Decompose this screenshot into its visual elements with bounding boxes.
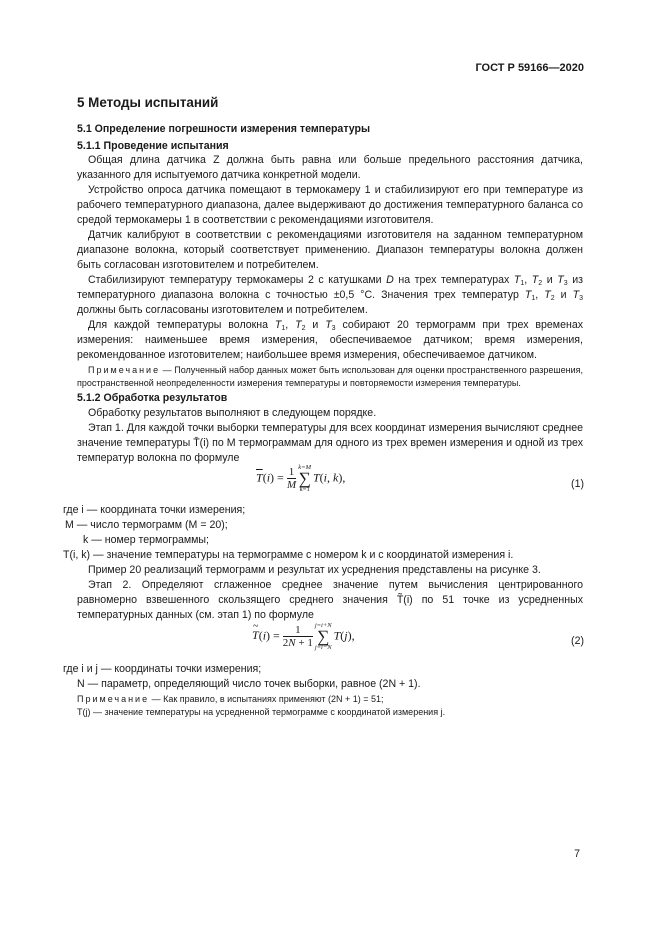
formula-1-number: (1) <box>571 478 584 490</box>
where-2-n: N — параметр, определяющий число точек выборки, равное (2N + 1). <box>77 678 421 690</box>
document-id-header: ГОСТ Р 59166—2020 <box>475 62 584 74</box>
paragraph-stage-1: Этап 1. Для каждой точки выборки температуры для всех координат измерения вычисляют среднее значение температуры T̄(i) по M термограммам для одного из трех времен измерения и одной из трех температур волокна по формуле <box>77 422 583 465</box>
where-1-i: где i — координата точки измерения; <box>63 504 246 516</box>
note-5-1-2-line-2: T(j) — значение температуры на усредненной термограмме с координатой измерения j. <box>77 707 446 717</box>
paragraph-processing-order: Обработку результатов выполняют в следующем порядке. <box>88 407 377 419</box>
page-number: 7 <box>574 848 580 860</box>
paragraph-stabilize-chamber: Стабилизируют температуру термокамеры 2 с катушками D на трех температурах $T_1$, $T_2$ и $T_3$ из температурного диапазона волокна с точностью ±0,5 °C. Значения трех температур $T_1$, $T_2$ и $T_3$ должны быть согласованы изготовителем и потребителем. <box>77 274 584 317</box>
section-title: 5 Методы испытаний <box>77 95 219 110</box>
where-2-ij: где i и j — координаты точки измерения; <box>63 663 262 675</box>
paragraph-interrogator-placement: Устройство опроса датчика помещают в термокамеру 1 и стабилизируют его при температуре из рабочего температурного диапазона, далее выдерживают до достижения температурного баланса со средой термокамеры 1 в соответствии с рекомендациями изготовителя. <box>77 184 583 227</box>
formula-2: ~ T(i) = $\frac{1}{2N + 1}$ j=i+N ∑ j=i−N T(j), <box>252 622 355 651</box>
subsubsection-title-5-1-1: 5.1.1 Проведение испытания <box>77 140 229 152</box>
subsubsection-title-5-1-2: 5.1.2 Обработка результатов <box>77 392 228 404</box>
note-5-1-1: Примечание — Полученный набор данных может быть использован для оценки пространственного разрешения, пространственной неопределенности измерения температуры и повторяемости измерения температуры. <box>77 365 583 388</box>
where-1-t: T(i, k) — значение температуры на термограмме с номером k и с координатой измерения i. <box>63 549 514 561</box>
paragraph-stage-2: Этап 2. Определяют сглаженное среднее значение путем вычисления центрированного равномерно взвешенного скользящего среднего значения T̃(i) по 51 точке из усредненных температурных данных (см. этап 1) по формуле <box>77 579 583 622</box>
where-1-m: M — число термограмм (M = 20); <box>65 519 228 531</box>
note-5-1-2: Примечание — Как правило, в испытаниях применяют (2N + 1) = 51; <box>77 694 384 704</box>
where-1-k: k — номер термограммы; <box>83 534 209 546</box>
paragraph-calibration: Датчик калибруют в соответствии с рекомендациями изготовителя на заданном температурном диапазоне волокна, который соответствует применению. Диапазон температуры волокна должен быть согласован изготовителем и потребителем. <box>77 229 583 272</box>
paragraph-thermograms: Для каждой температуры волокна $T_1$, $T_2$ и $T_3$ собирают 20 термограмм при трех временах измерения: наименьшее время измерения, обеспечиваемое датчиком; время измерения, рекомендованное изготовителем; наибольшее время измерения, обеспечиваемое датчиком. <box>77 319 584 362</box>
paragraph-sensor-length: Общая длина датчика Z должна быть равна или больше предельного расстояния датчика, указанного для испытуемого датчика конкретной модели. <box>77 154 583 182</box>
formula-1: $\overline{T}(i)$ = $\frac{1}{M}$ k=M ∑ k=1 T(i, k), <box>256 464 346 493</box>
formula-2-number: (2) <box>571 635 584 647</box>
subsection-title: 5.1 Определение погрешности измерения температуры <box>77 123 371 135</box>
paragraph-example-figure: Пример 20 реализаций термограмм и результат их усреднения представлены на рисунке 3. <box>88 564 541 576</box>
